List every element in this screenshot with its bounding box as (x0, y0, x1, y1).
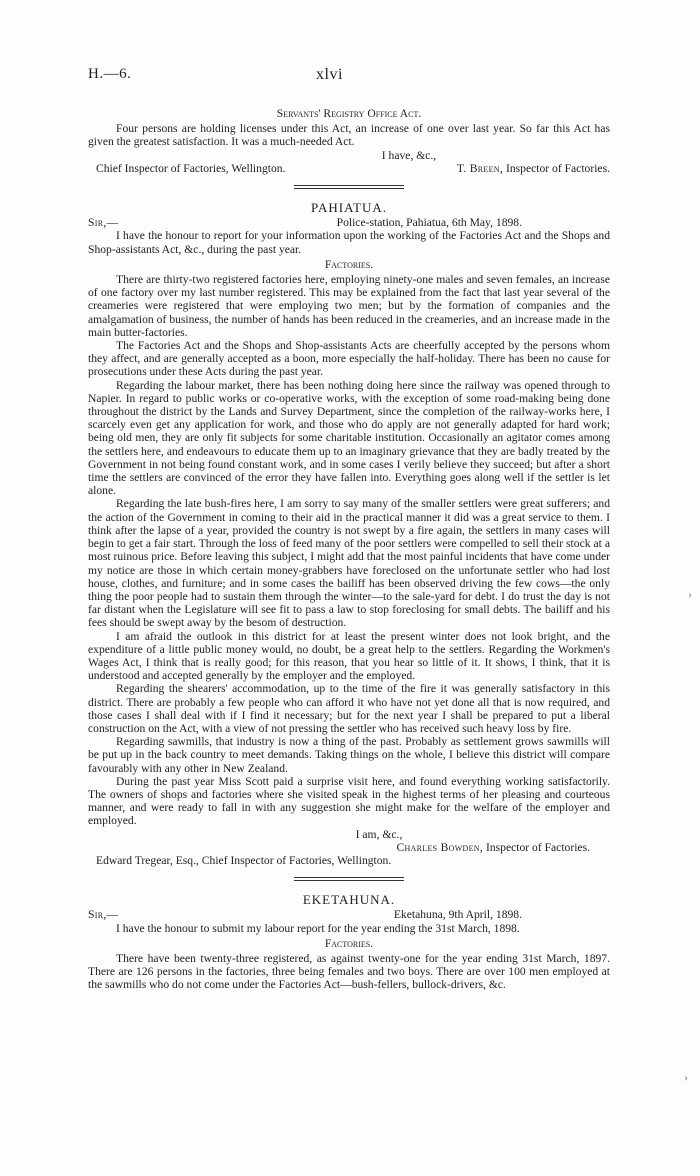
document-reference: H.—6. (88, 66, 132, 82)
pahiatua-intro: I have the honour to report for your information upon the working of the Factories Act and the Shops and Shop-assistants Act, &c., during the past year. (88, 229, 610, 256)
pahiatua-salutation-row (88, 216, 610, 229)
eketahuna-dateline: Eketahuna, 9th April, 1898. (393, 908, 522, 922)
servants-signer-name: T. Breen, (456, 161, 504, 175)
pahiatua-paragraph: I am afraid the outlook in this district for at least the present winter does not look bright, and the expenditure of a little public money would, no doubt, be a great help to the settlers. Regarding the Workmen's Wages Act, I think that is really good; for this reason, that you hear so little of it. It shows, I think, that it is understood and accepted generally by the employer and the employed. (88, 629, 610, 683)
section-divider (294, 185, 404, 189)
eketahuna-factories-heading: Factories. (324, 936, 374, 950)
pahiatua-factories-heading: Factories. (324, 257, 374, 271)
pahiatua-paragraph: Regarding sawmills, that industry is now a thing of the past. Probably as settlement grows sawmills will be put up in the back country to meet demands. Taking things on the whole, I believe this district will compare favourably with any other in New Zealand. (88, 735, 610, 775)
pahiatua-paragraph: During the past year Miss Scott paid a surprise visit here, and found everything working satisfactorily. The owners of shops and factories where she visited speak in the highest terms of her pleasing and courteous manner, and were ready to fall in with any suggestion she might make for the welfare of the employer and employed. (88, 774, 610, 828)
eketahuna-salutation-row (88, 908, 610, 921)
pahiatua-signer-name: Charles Bowden, (396, 840, 484, 854)
pahiatua-paragraph: Regarding the late bush-fires here, I am sorry to say many of the smaller settlers were great sufferers; and the action of the Government in coming to their aid in the practical manner it did was a great service to them. I think after the lapse of a year, provided the country is not swept by a fire again, the settlers in many cases will begin to get a fair start. Through the loss of feed many of the poor settlers were compelled to sell their stock at a most ruinous price. Before leaving this subject, I might add that the most painful incidents that have come under my notice are those in which certain money-grabbers have foreclosed on the unfortunate settler who had lost house, clothes, and furniture; and in some cases the bailiff has been observed driving the few cows—the only thing the poor people had to sustain them through the winter—to the sale-yard for debt. I do trust the day is not far distant when the Legislature will see fit to pass a law to stop foreclosing for small debts. The bailiff and his fees should be swept away by the besom of destruction. (88, 497, 610, 630)
eketahuna-intro: I have the honour to submit my labour report for the year ending the 31st March, 1898. (116, 921, 520, 935)
pahiatua-signature (88, 841, 610, 854)
servants-act-paragraph: Four persons are holding licenses under this Act, an increase of one over last year. So far this Act has given the greatest satisfaction. It was a much-needed Act. (88, 122, 610, 149)
pahiatua-paragraph: Regarding the labour market, there has been nothing doing here since the railway was opened through to Napier. In regard to public works or co-operative works, with the exception of some road-making being done throughout the district by the Lands and Survey Department, since the completion of the railway-works here, I scarcely even get any application for work, and those who do apply are not generally adapted for hard work; being old men, they are only fit subjects for some charitable institution. Occasionally an agitator comes among the settlers here, and endeavours to educate them up to an imaginary grievance that they are badly treated by the Government in not being found constant work, and in some cases I verily believe they succeed; but after a short time the settlers are convinced of the error they have fallen into. Everything goes along well if the settler is let alone. (88, 378, 610, 498)
pahiatua-dateline: Police-station, Pahiatua, 6th May, 1898. (336, 216, 522, 230)
pahiatua-salutation: Sir,— (88, 216, 119, 230)
scan-margin-mark: › (684, 1070, 688, 1084)
section-divider (294, 877, 404, 881)
pahiatua-closing: I am, &c., (355, 827, 403, 841)
pahiatua-addressee: Edward Tregear, Esq., Chief Inspector of Factories, Wellington. (96, 853, 392, 867)
servants-closing: I have, &c., (381, 148, 437, 162)
page-body (88, 105, 610, 992)
eketahuna-paragraph: There have been twenty-three registered, as against twenty-one for the year ending 31st March, 1897. There are 126 persons in the factories, three being females and two boys. There are over 100 men employed at the sawmills who do not come under the Factories Act—bush-fellers, bullock-drivers, &c. (88, 951, 610, 992)
eketahuna-title: EKETAHUNA. (302, 892, 396, 908)
pahiatua-title: PAHIATUA. (310, 200, 388, 216)
pahiatua-paragraph: Regarding the shearers' accommodation, up to the time of the fire it was generally satisfactory in this district. There are probably a few people who can afford it who have not yet done all that is now required, and those cases I shall deal with if I find it necessary; but for the next year I shall be prepared to put a liberal construction on the Act, with a view of not pressing the settler who has received such heavy loss by fire. (88, 682, 610, 735)
page-number: xlvi (316, 66, 343, 83)
pahiatua-paragraph: There are thirty-two registered factories here, employing ninety-one males and seven females, an increase of one factory over my last number registered. This may be explained from the fact that last year several of the creameries were registered that were employing two men; but by the formation of companies and the amalgamation of business, the number of hands has been reduced in the creameries, and an increase made in the main butter-factories. (88, 273, 610, 339)
servants-act-heading: Servants' Registry Office Act. (276, 107, 422, 120)
scan-margin-mark: › (688, 587, 692, 601)
servants-signature-row (88, 162, 610, 175)
servants-signer-title: Inspector of Factories. (506, 161, 610, 175)
pahiatua-signer-title: Inspector of Factories. (486, 840, 590, 854)
pahiatua-paragraph: The Factories Act and the Shops and Shop-assistants Acts are cheerfully accepted by the persons whom they affect, and are generally accepted as a boon, more especially the half-holiday. There has been no cause for prosecutions under these Acts during the past year. (88, 339, 610, 379)
servants-addressee: Chief Inspector of Factories, Wellington. (96, 161, 286, 175)
servants-signature (457, 162, 610, 175)
eketahuna-salutation: Sir,— (88, 908, 119, 922)
